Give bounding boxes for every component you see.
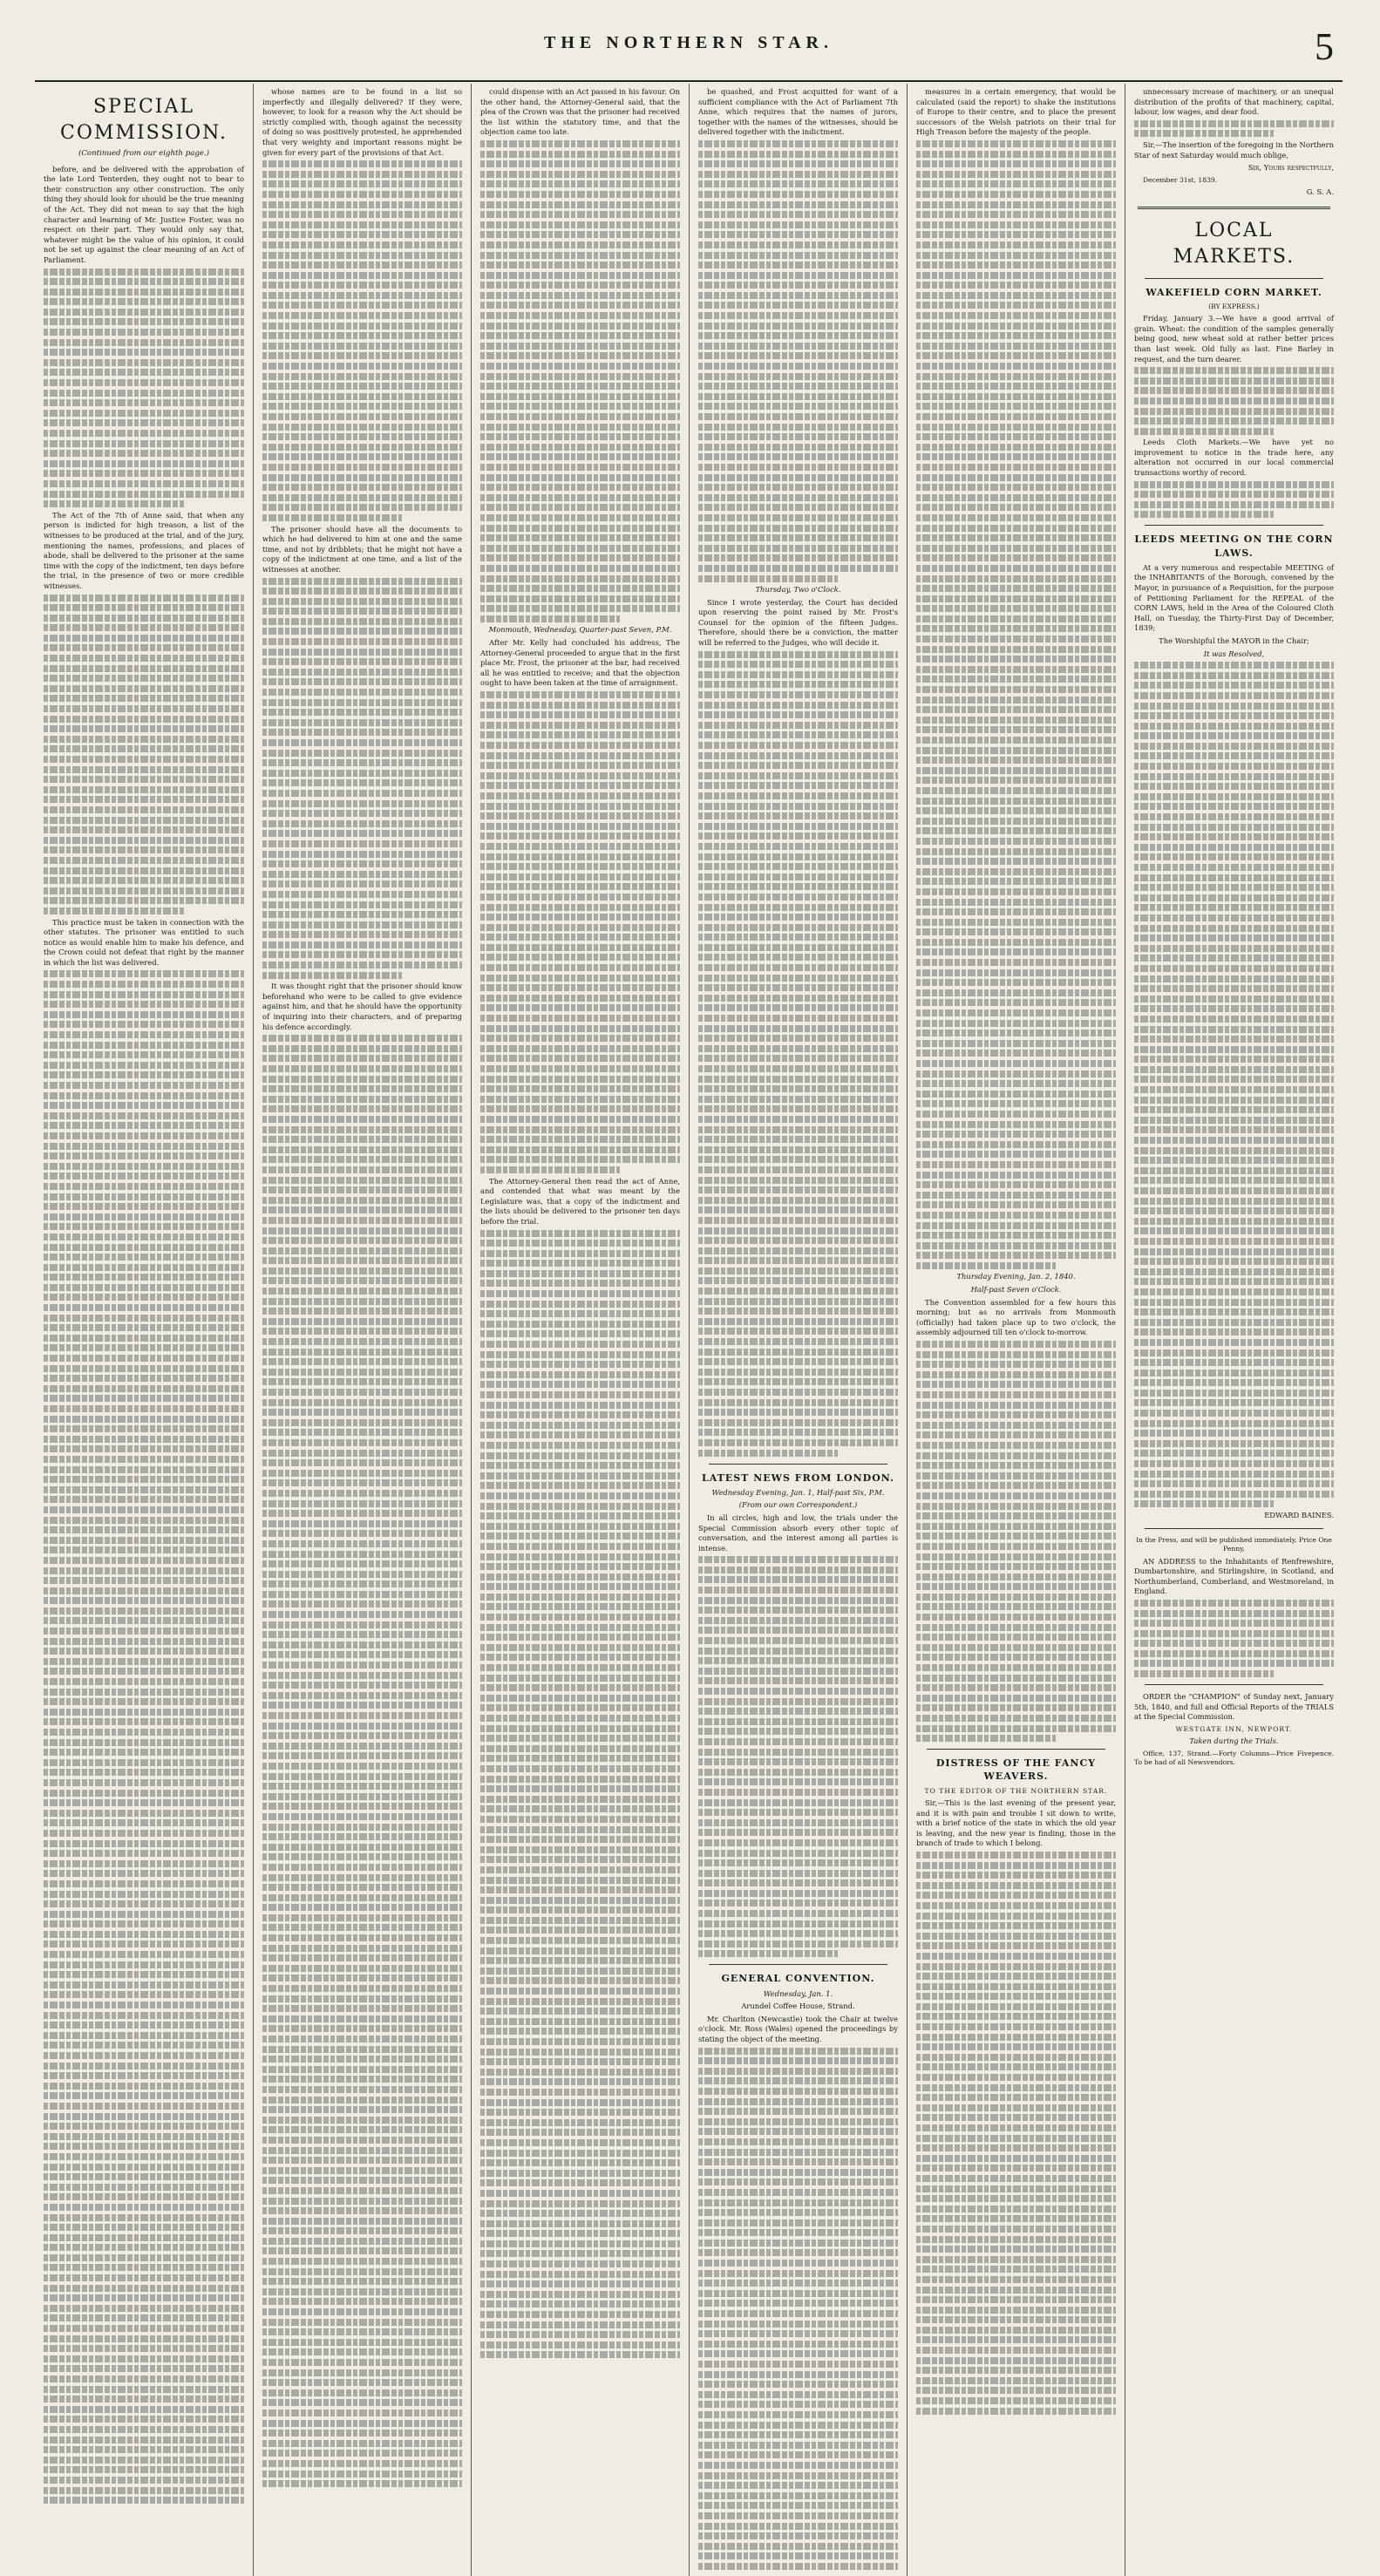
corn-market-heading: WAKEFIELD CORN MARKET. <box>1145 286 1322 298</box>
article-paragraph: Friday, January 3.—We have a good arrival of grain. Wheat: the condition of the samples generally being good, new wheat sold at rather better prices than last week. Old fully as last. Fine Barley in request, and the turn dearer. <box>1134 314 1334 364</box>
champion-notice: ORDER the "CHAMPION" of Sunday next, January 5th, 1840, and full and Official Reports of the TRIALS at the Special Commission. <box>1134 1692 1334 1722</box>
convention-heading: GENERAL CONVENTION. <box>721 1973 875 1985</box>
dateline: Thursday, Two o'Clock. <box>755 585 841 595</box>
champion-place: WESTGATE INN, NEWPORT. <box>1175 1724 1293 1733</box>
letter-initials: G. S. A. <box>1306 187 1334 197</box>
article-paragraph: The Convention assembled for a few hours this morning; but as no arrivals from Monmouth (officially) had taken place up to two o'clock, the assembly adjourned till ten o'clock to-morrow. <box>916 1297 1116 1337</box>
special-commission-heading: SPECIAL COMMISSION. <box>60 96 228 145</box>
dateline-sub: Half-past Seven o'Clock. <box>970 1285 1062 1295</box>
article-paragraph: Mr. Charlton (Newcastle) took the Chair at twelve o'clock. Mr. Ross (Wales) opened the proceedings by stating the object of the meeting. <box>698 2014 898 2043</box>
article-paragraph: unnecessary increase of machinery, or an unequal distribution of the profits of that machinery, capital, labour, low wages, and dear food. <box>1134 87 1334 117</box>
article-paragraph: measures in a certain emergency, that would be calculated (said the report) to shake the institutions of Europe to their centre, and to place the present successors of the Welsh patriots on their trial for High Treason before the majesty of the people. <box>916 87 1116 137</box>
masthead <box>35 24 1343 82</box>
weavers-subheading: TO THE EDITOR OF THE NORTHERN STAR. <box>924 1786 1108 1795</box>
article-paragraph: The prisoner should have all the documents to which he had delivered to him at one and the same time, and not by dribblets; that he might not have a copy of the indictment at one time, and a list of the witnesses at another. <box>262 524 462 574</box>
column-2 <box>253 84 471 2576</box>
article-paragraph: This practice must be taken in connection with the other statutes. The prisoner was entitled to such notice as would enable him to make his defence, and the Crown could not defeat that right by the manner in which the list was delivered. <box>44 917 244 967</box>
latest-news-dateline: Wednesday Evening, Jan. 1, Half-past Six, P.M. <box>711 1487 885 1497</box>
column-grid <box>35 84 1343 2043</box>
latest-news-heading: LATEST NEWS FROM LONDON. <box>702 1472 894 1484</box>
column-1 <box>35 84 253 2576</box>
local-markets-heading: LOCAL MARKETS. <box>1173 219 1295 268</box>
article-paragraph: At a very numerous and respectable MEETING of the INHABITANTS of the Borough, convened by the Mayor, in pursuance of a Requisition, for the purpose of Petitioning Parliament for the REPEAL of the CORN LAWS, held in the Area of the Coloured Cloth Hall, on Tuesday, the Thirty-First Day of December, 1839; <box>1134 562 1334 633</box>
dateline: Monmouth, Wednesday, Quarter-past Seven, P.M. <box>488 625 672 635</box>
letter-closing: Sir,—The insertion of the foregoing in the Northern Star of next Saturday would much oblige, <box>1134 139 1334 160</box>
newspaper-title: THE NORTHERN STAR. <box>544 33 833 52</box>
letter-sign-off: Sir, Yours respectfully, <box>1247 163 1334 173</box>
champion-office: Office, 137, Strand.—Forty Columns—Price Fivepence. To be had of all Newsvendors. <box>1134 1749 1334 1767</box>
column-6 <box>1125 84 1343 2576</box>
dateline: Thursday Evening, Jan. 2, 1840. <box>956 1272 1076 1281</box>
column-5 <box>907 84 1125 2576</box>
convention-place: Arundel Coffee House, Strand. <box>741 2002 855 2011</box>
article-paragraph: It was thought right that the prisoner should know beforehand who were to be called to give evidence against him, and that he should have the opportunity of inquiring into their characters, and of preparing his defence accordingly. <box>262 982 462 1031</box>
corn-market-subheading: (BY EXPRESS.) <box>1208 302 1260 310</box>
special-commission-subheading: (Continued from our eighth page.) <box>78 148 209 158</box>
convention-date: Wednesday, Jan. 1. <box>763 1988 833 1998</box>
press-notice-text: AN ADDRESS to the Inhabitants of Renfrewshire, Dumbartonshire, and Stirlingshire, in Scotland, and Northumberland, Cumberland, and Westmoreland, in England. <box>1134 1556 1334 1596</box>
article-paragraph: The Attorney-General then read the act of Anne, and contended that what was meant by the Legislature was, that a copy of the indictment and the lists should be delivered to the prisoner ten days before the trial. <box>480 1176 680 1226</box>
letter-date: December 31st, 1839. <box>1143 175 1218 184</box>
weavers-heading: DISTRESS OF THE FANCY WEAVERS. <box>935 1757 1097 1783</box>
article-paragraph: After Mr. Kelly had concluded his address, The Attorney-General proceeded to argue that in the first place Mr. Frost, the prisoner at the bar, had received all he was entitled to receive; and that the objection ought to have been taken at the time of arraignment. <box>480 638 680 688</box>
article-paragraph: Leeds Cloth Markets.—We have yet no improvement to notice in the trade here, any alteration not occurred in our local commercial transactions worthy of record. <box>1134 438 1334 478</box>
article-paragraph: Since I wrote yesterday, the Court has decided upon reserving the point raised by Mr. Frost's Counsel for the opinion of the fifteen Judges. Therefore, should there be a conviction, the matter will be referred to the Judges, who will decide it. <box>698 597 898 648</box>
article-paragraph: In all circles, high and low, the trials under the Special Commission absorb every other topic of conversation, and the interest among all parties is intense. <box>698 1512 898 1553</box>
champion-note: Taken during the Trials. <box>1189 1737 1279 1746</box>
column-3 <box>471 84 689 2576</box>
article-paragraph: whose names are to be found in a list so imperfectly and illegally delivered? If they were, however, to look for a reason why the Act should be strictly complied with, though against the necessity of doing so was positively protested, he apprehended that very weighty and important reasons might be given for every part of the provisions of that Act. <box>262 87 462 157</box>
article-paragraph: before, and be delivered with the approbation of the late Lord Tenterden, they ought not to bear to their construction any other construction. The only thing they should look for should be the true meaning of the Act. They did not mean to say that the high character and learning of Mr. Justice Foster, was no respect on their part. They would only say that, whatever might be the value of his opinion, it could not be set up against the clear meaning of an Act of Parliament. <box>44 164 244 264</box>
mayor-line: The Worshipful the MAYOR in the Chair; <box>1159 636 1309 645</box>
column-4 <box>689 84 907 2576</box>
resolution-signature: EDWARD BAINES. <box>1264 1511 1334 1520</box>
article-paragraph: The Act of the 7th of Anne said, that when any person is indicted for high treason, a list of the witnesses to be produced at the trial, and of the jury, mentioning the names, professions, and places of abode, shall be delivered to the prisoner at the same time with the copy of the indictment, ten days before the trial, in the presence of two or more credible witnesses. <box>44 510 244 590</box>
article-paragraph: be quashed, and Frost acquitted for want of a sufficient compliance with the Act of Parliament 7th Anne, which requires that the names of jurors, together with the names of the witnesses, should be delivered together with the indictment. <box>698 87 898 137</box>
article-paragraph: Sir,—This is the last evening of the present year, and it is with pain and trouble I sit down to write, with a brief notice of the state in which the old year is leaving, and the new year is finding, those in the branch of trade to which I belong. <box>916 1798 1116 1848</box>
press-notice-heading: In the Press, and will be published immediately, Price One Penny, <box>1136 1535 1332 1553</box>
page-number: 5 <box>1315 25 1334 68</box>
latest-news-byline: (From our own Correspondent.) <box>738 1500 858 1510</box>
article-paragraph: could dispense with an Act passed in his favour. On the other hand, the Attorney-General said, that the plea of the Crown was that the prisoner had received the list within the statutory time, and that the objection came too late. <box>480 87 680 137</box>
resolved-line: It was Resolved, <box>1203 649 1265 658</box>
leeds-meeting-heading: LEEDS MEETING ON THE CORN LAWS. <box>1134 534 1334 559</box>
